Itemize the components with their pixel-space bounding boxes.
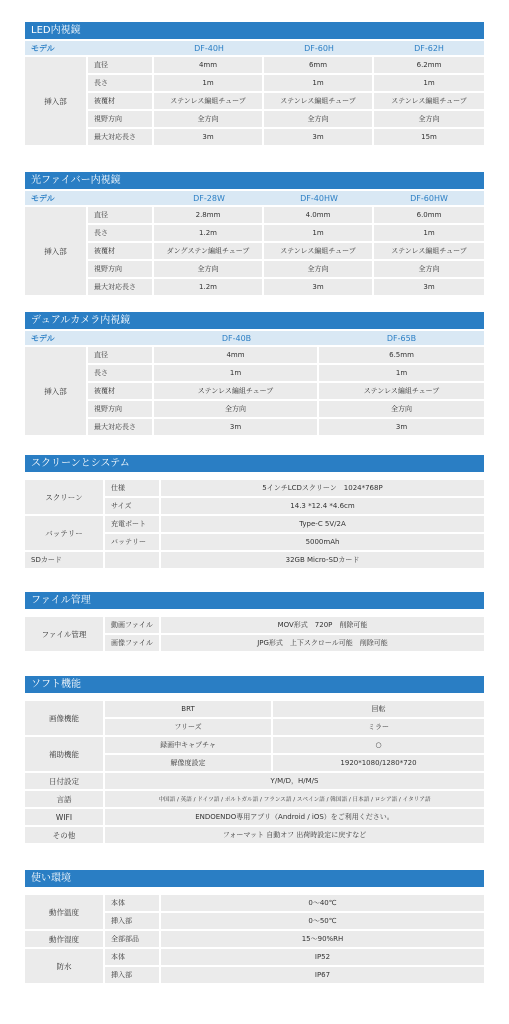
cell: ステンレス編組チューブ	[264, 243, 374, 259]
group-label: ファイル管理	[25, 617, 105, 651]
row-label: 長さ	[88, 225, 154, 241]
cell: 中国語 / 英語 / ドイツ語 / ポルトガル語 / フランス語 / スペイン語 / 韓国語 / 日本語 / ロシア語 / イタリア語	[105, 791, 484, 807]
table-row	[25, 347, 484, 363]
cell: ステンレス編組チューブ	[374, 243, 484, 259]
row-label: 被覆材	[88, 383, 154, 399]
table-row	[25, 419, 484, 435]
file-spec-table	[25, 615, 484, 653]
model-label: モデル	[25, 41, 154, 55]
cell: 1m	[264, 75, 374, 91]
cell: 解像度設定	[105, 755, 273, 771]
screen-system-section	[25, 455, 484, 570]
cell: 全方向	[374, 111, 484, 127]
row-label: 長さ	[88, 75, 154, 91]
screen-spec-table	[25, 478, 484, 570]
section-title: ソフト機能	[25, 676, 484, 693]
table-row	[25, 261, 484, 277]
led-endoscope-section	[25, 22, 484, 147]
row-label: 画像ファイル	[105, 635, 161, 651]
model-name: DF-28W	[154, 191, 264, 205]
table-row	[25, 111, 484, 127]
cell: 15m	[374, 129, 484, 145]
row-label: 直径	[88, 347, 154, 363]
group-label: 補助機能	[25, 737, 105, 771]
cell: ENDOENDO専用アプリ（Android / iOS）をご利用ください。	[105, 809, 484, 825]
group-label: 挿入部	[25, 347, 88, 435]
cell: 1920*1080/1280*720	[273, 755, 484, 771]
cell: 3m	[154, 129, 264, 145]
cell: フリーズ	[105, 719, 273, 735]
table-row	[25, 516, 484, 532]
model-row	[25, 191, 484, 205]
table-row	[25, 243, 484, 259]
cell: 0～40℃	[161, 895, 484, 911]
table-row	[25, 701, 484, 717]
cell: ステンレス編組チューブ	[154, 383, 319, 399]
model-name: DF-62H	[374, 41, 484, 55]
cell: Y/M/D，H/M/S	[105, 773, 484, 789]
cell: 4mm	[154, 57, 264, 73]
cell: ステンレス編組チューブ	[154, 93, 264, 109]
cell: 全方向	[319, 401, 484, 417]
cell: 1.2m	[154, 225, 264, 241]
cell: IP52	[161, 949, 484, 965]
row-label: 視野方向	[88, 111, 154, 127]
model-row	[25, 41, 484, 55]
table-row	[25, 365, 484, 381]
model-name: DF-40HW	[264, 191, 374, 205]
cell: 3m	[264, 129, 374, 145]
cell: 全方向	[264, 261, 374, 277]
cell: MOV形式 720P 削除可能	[161, 617, 484, 633]
section-title: ファイル管理	[25, 592, 484, 609]
cell: 全方向	[374, 261, 484, 277]
circle-mark: ○	[273, 737, 484, 753]
row-label: 仕様	[105, 480, 161, 496]
row-label: 最大対応長さ	[88, 419, 154, 435]
section-title: スクリーンとシステム	[25, 455, 484, 472]
row-label: 直径	[88, 57, 154, 73]
environment-spec-table	[25, 893, 484, 985]
cell: 14.3 *12.4 *4.6cm	[161, 498, 484, 514]
model-label: モデル	[25, 191, 154, 205]
model-label: モデル	[25, 331, 154, 345]
row-label: 長さ	[88, 365, 154, 381]
row-label: WIFI	[25, 809, 105, 825]
row-label: 日付設定	[25, 773, 105, 789]
model-name: DF-60HW	[374, 191, 484, 205]
cell: 回転	[273, 701, 484, 717]
cell: IP67	[161, 967, 484, 983]
cell: 1m	[374, 225, 484, 241]
section-title: 光ファイバー内視鏡	[25, 172, 484, 189]
table-row	[25, 207, 484, 223]
group-label: 動作湿度	[25, 931, 105, 947]
table-row	[25, 75, 484, 91]
row-label: 動画ファイル	[105, 617, 161, 633]
cell: ダングステン編組チューブ	[154, 243, 264, 259]
cell: Type-C 5V/2A	[161, 516, 484, 532]
table-row	[25, 931, 484, 947]
cell: 全方向	[154, 111, 264, 127]
row-label: 最大対応長さ	[88, 129, 154, 145]
table-row	[25, 809, 484, 825]
dual-camera-section	[25, 312, 484, 437]
model-name: DF-40H	[154, 41, 264, 55]
section-title: LED内視鏡	[25, 22, 484, 39]
table-row	[25, 737, 484, 753]
table-row	[25, 279, 484, 295]
cell: 1m	[154, 365, 319, 381]
cell: 6mm	[264, 57, 374, 73]
cell: ステンレス編組チューブ	[319, 383, 484, 399]
led-spec-table	[25, 39, 484, 147]
table-row	[25, 129, 484, 145]
row-label: バッテリー	[105, 534, 161, 550]
cell: 3m	[154, 419, 319, 435]
table-row	[25, 480, 484, 496]
cell: 1m	[264, 225, 374, 241]
cell: 6.0mm	[374, 207, 484, 223]
cell: 録画中キャプチャ	[105, 737, 273, 753]
table-row	[25, 791, 484, 807]
software-spec-table	[25, 699, 484, 845]
table-row	[25, 552, 484, 568]
row-label: 本体	[105, 895, 161, 911]
table-row	[25, 401, 484, 417]
group-label: スクリーン	[25, 480, 105, 514]
cell: 6.5mm	[319, 347, 484, 363]
cell: ステンレス編組チューブ	[264, 93, 374, 109]
row-label: 視野方向	[88, 401, 154, 417]
dual-spec-table	[25, 329, 484, 437]
cell: 全方向	[154, 261, 264, 277]
cell: 1.2m	[154, 279, 264, 295]
cell: 15～90%RH	[161, 931, 484, 947]
table-row	[25, 773, 484, 789]
cell: 5000mAh	[161, 534, 484, 550]
table-row	[25, 949, 484, 965]
software-features-section	[25, 676, 484, 845]
model-name: DF-60H	[264, 41, 374, 55]
row-label: 視野方向	[88, 261, 154, 277]
group-label: 挿入部	[25, 57, 88, 145]
row-label: 最大対応長さ	[88, 279, 154, 295]
row-label: 被覆材	[88, 243, 154, 259]
cell-empty	[105, 552, 161, 568]
cell: 3m	[374, 279, 484, 295]
cell: 4mm	[154, 347, 319, 363]
fiber-endoscope-section	[25, 172, 484, 297]
row-label: 直径	[88, 207, 154, 223]
row-label: 全部部品	[105, 931, 161, 947]
model-row	[25, 331, 484, 345]
table-row	[25, 383, 484, 399]
cell: JPG形式 上下スクロール可能 削除可能	[161, 635, 484, 651]
cell: 3m	[319, 419, 484, 435]
cell: 全方向	[154, 401, 319, 417]
row-label: サイズ	[105, 498, 161, 514]
section-title: 使い環境	[25, 870, 484, 887]
table-row	[25, 225, 484, 241]
cell: 4.0mm	[264, 207, 374, 223]
group-label: 防水	[25, 949, 105, 983]
cell: 0～50℃	[161, 913, 484, 929]
row-label: 挿入部	[105, 913, 161, 929]
cell: 5インチLCDスクリーン 1024*768P	[161, 480, 484, 496]
cell: ステンレス編組チューブ	[374, 93, 484, 109]
row-label: 言語	[25, 791, 105, 807]
table-row	[25, 93, 484, 109]
cell: 2.8mm	[154, 207, 264, 223]
file-management-section	[25, 592, 484, 653]
cell: 32GB Micro-SDカード	[161, 552, 484, 568]
cell: BRT	[105, 701, 273, 717]
section-title: デュアルカメラ内視鏡	[25, 312, 484, 329]
cell: 3m	[264, 279, 374, 295]
cell: ミラー	[273, 719, 484, 735]
cell: 1m	[154, 75, 264, 91]
group-label: 動作温度	[25, 895, 105, 929]
table-row	[25, 57, 484, 73]
row-label: 被覆材	[88, 93, 154, 109]
row-label: 挿入部	[105, 967, 161, 983]
fiber-spec-table	[25, 189, 484, 297]
group-label: 挿入部	[25, 207, 88, 295]
table-row	[25, 617, 484, 633]
environment-section	[25, 870, 484, 985]
group-label: 画像機能	[25, 701, 105, 735]
table-row	[25, 895, 484, 911]
cell: 1m	[319, 365, 484, 381]
row-label: その他	[25, 827, 105, 843]
row-label: SDカード	[25, 552, 105, 568]
cell: 6.2mm	[374, 57, 484, 73]
row-label: 本体	[105, 949, 161, 965]
table-row	[25, 827, 484, 843]
cell: 全方向	[264, 111, 374, 127]
cell: 1m	[374, 75, 484, 91]
cell: フォーマット 自動オフ 出荷時設定に戻すなど	[105, 827, 484, 843]
group-label: バッテリー	[25, 516, 105, 550]
model-name: DF-65B	[319, 331, 484, 345]
model-name: DF-40B	[154, 331, 319, 345]
row-label: 充電ポート	[105, 516, 161, 532]
